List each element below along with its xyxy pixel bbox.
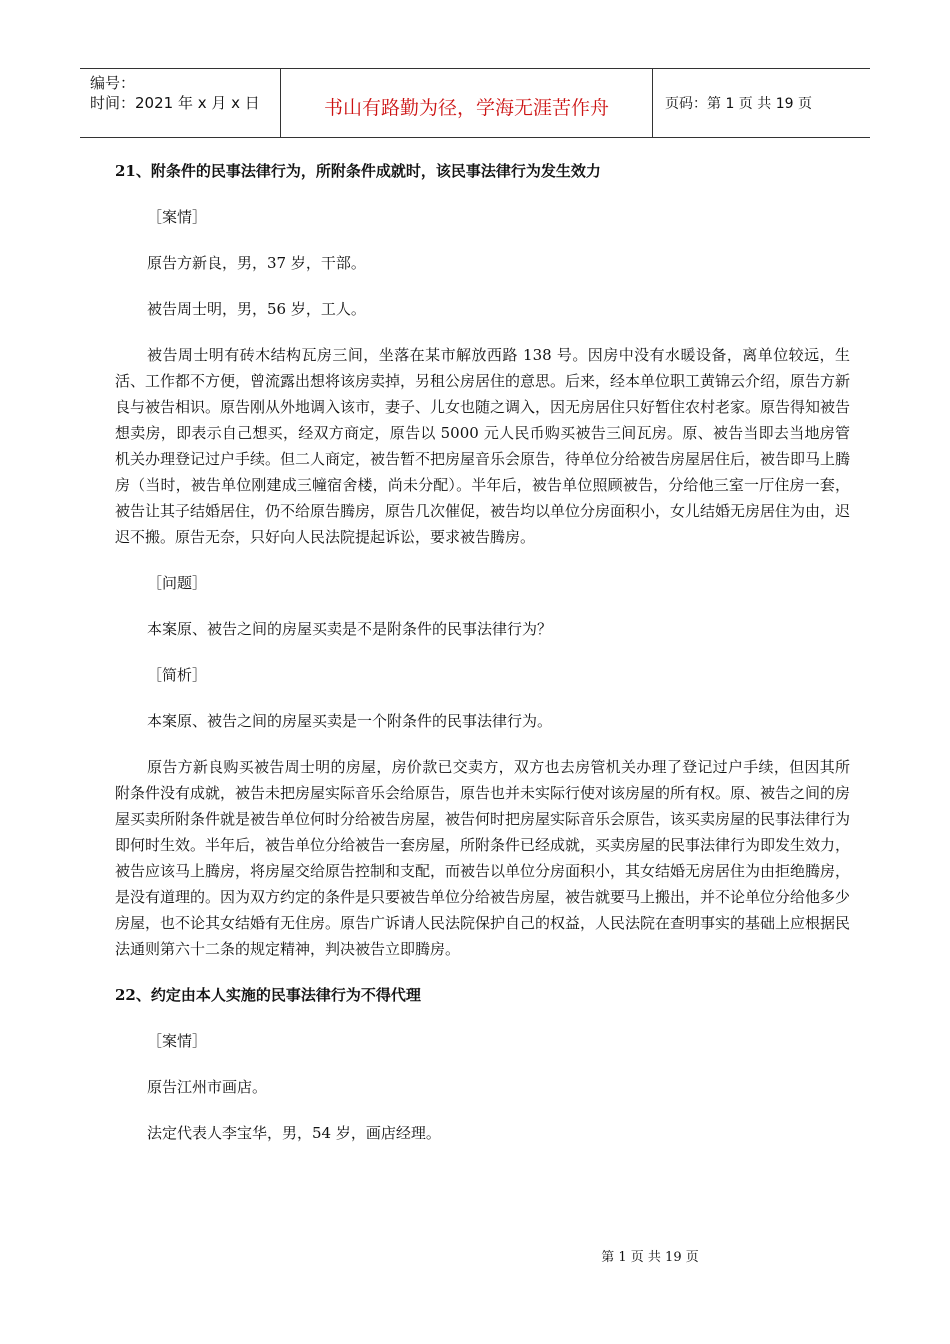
analysis-label: ［简析］ [147, 666, 208, 684]
header-motto: 书山有路勤为径，学海无涯苦作舟 [281, 69, 653, 137]
representative-info: 法定代表人李宝华，男，54 岁，画店经理。 [147, 1124, 441, 1142]
header-meta [80, 69, 281, 137]
page-header [80, 68, 870, 138]
header-page-label: 页码：第 1 页 共 19 页 [665, 96, 812, 112]
plaintiff-info-2: 原告江州市画店。 [147, 1078, 268, 1096]
case-facts: 被告周士明有砖木结构瓦房三间，坐落在某市解放西路 138 号。因房中没有水暖设备，离单位较远，生活、工作都不方便，曾流露出想将该房卖掉，另租公房居住的意思。后来，经本单位职工黄锦云介绍，原告方新良与被告相识。原告刚从外地调入该市，妻子、儿女也随之调入，因无房居住只好暂住农村老家。原告得知被告想卖房，即表示自己想买，经双方商定，原告以 5000 元人民币购买被告三间瓦房。原、被告当即去当地房管机关办理登记过户手续。但二人商定，被告暂不把房屋音乐会原告，待单位分给被告房屋居住后，被告即马上腾房（当时，被告单位刚建成三幢宿舍楼，尚未分配）。半年后，被告单位照顾被告，分给他三室一厅住房一套，被告让其子结婚居住，仍不给原告腾房，原告几次催促，被告均以单位分房面积小，女儿结婚无房居住为由，迟迟不搬。原告无奈，只好向人民法院提起诉讼，要求被告腾房。 [115, 346, 851, 546]
analysis-detail: 原告方新良购买被告周士明的房屋，房价款已交卖方，双方也去房管机关办理了登记过户手续，但因其所附条件没有成就，被告未把房屋实际音乐会给原告，原告也并未实际行使对该房屋的所有权。原、被告之间的房屋买卖所附条件就是被告单位何时分给被告房屋，被告何时把房屋实际音乐会原告，该买卖房屋的民事法律行为即何时生效。半年后，被告单位分给被告一套房屋，所附条件已经成就，买卖房屋的民事法律行为即发生效力，被告应该马上腾房，将房屋交给原告控制和支配，而被告以单位分房面积小，其女结婚无房居住为由拒绝腾房，是没有道理的。因为双方约定的条件是只要被告单位分给被告房屋，被告就要马上搬出，并不论单位分给他多少房屋，也不论其女结婚有无住房。原告广诉请人民法院保护自己的权益，人民法院在查明事实的基础上应根据民法通则第六十二条的规定精神，判决被告立即腾房。 [115, 758, 851, 958]
analysis-summary: 本案原、被告之间的房屋买卖是一个附条件的民事法律行为。 [147, 712, 553, 730]
section-heading-21: 21、附条件的民事法律行为，所附条件成就时，该民事法律行为发生效力 [115, 162, 601, 180]
document-date-label: 时间：2021 年 x 月 x 日 [90, 94, 260, 112]
section-heading-22: 22、约定由本人实施的民事法律行为不得代理 [115, 986, 421, 1004]
document-number-label: 编号： [90, 74, 136, 92]
page-footer: 第 1 页 共 19 页 [601, 1250, 699, 1265]
plaintiff-info: 原告方新良，男，37 岁，干部。 [147, 254, 366, 272]
question-text: 本案原、被告之间的房屋买卖是不是附条件的民事法律行为？ [147, 620, 553, 638]
document-body [115, 158, 850, 1166]
defendant-info: 被告周士明，男，56 岁，工人。 [147, 300, 366, 318]
case-label: ［案情］ [147, 208, 208, 226]
question-label: ［问题］ [147, 574, 208, 592]
case-label-2: ［案情］ [147, 1032, 208, 1050]
